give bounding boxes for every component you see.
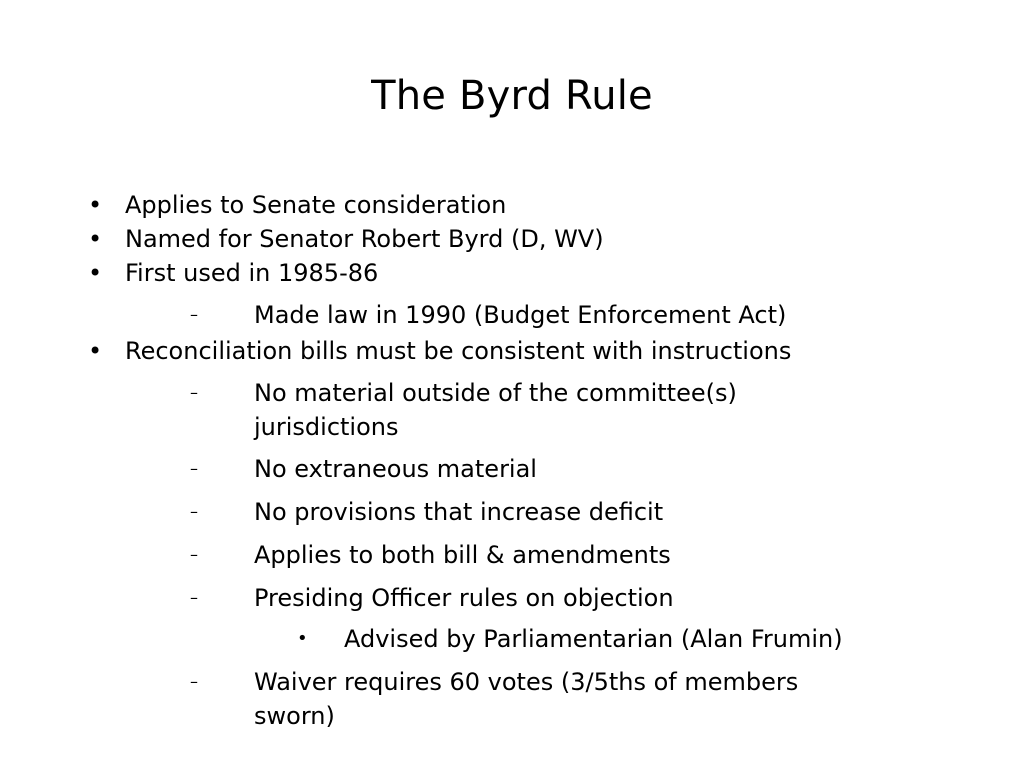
sub-bullet-marker: – [190, 545, 198, 564]
bullet-item: Applies to Senate consideration [125, 191, 507, 219]
bullet-marker: • [88, 191, 103, 219]
sub-bullet-marker: – [190, 305, 198, 324]
sub-bullet-marker: – [190, 588, 198, 607]
sub-bullet-item: Made law in 1990 (Budget Enforcement Act) [254, 301, 787, 329]
bullet-marker: • [88, 225, 103, 253]
bullet-item: Named for Senator Robert Byrd (D, WV) [125, 225, 604, 253]
slide-title: The Byrd Rule [371, 73, 653, 119]
bullet-item: Reconciliation bills must be consistent with instructions [125, 337, 792, 365]
sub-sub-bullet-marker: • [297, 628, 308, 649]
sub-bullet-item: Presiding Officer rules on objection [254, 584, 674, 612]
sub-bullet-marker: – [190, 502, 198, 521]
bullet-marker: • [88, 337, 103, 365]
sub-bullet-item-line1: Waiver requires 60 votes (3/5ths of members [254, 668, 799, 696]
bullet-marker: • [88, 259, 103, 287]
sub-bullet-marker: – [190, 383, 198, 402]
sub-sub-bullet-item: Advised by Parliamentarian (Alan Frumin) [344, 625, 843, 653]
sub-bullet-marker: – [190, 459, 198, 478]
sub-bullet-item: No extraneous material [254, 455, 537, 483]
bullet-item: First used in 1985-86 [125, 259, 379, 287]
sub-bullet-item-line2: sworn) [254, 702, 335, 730]
sub-bullet-item-line2: jurisdictions [254, 413, 399, 441]
sub-bullet-item-line1: No material outside of the committee(s) [254, 379, 737, 407]
sub-bullet-marker: – [190, 672, 198, 691]
sub-bullet-item: Applies to both bill & amendments [254, 541, 671, 569]
sub-bullet-item: No provisions that increase deficit [254, 498, 664, 526]
